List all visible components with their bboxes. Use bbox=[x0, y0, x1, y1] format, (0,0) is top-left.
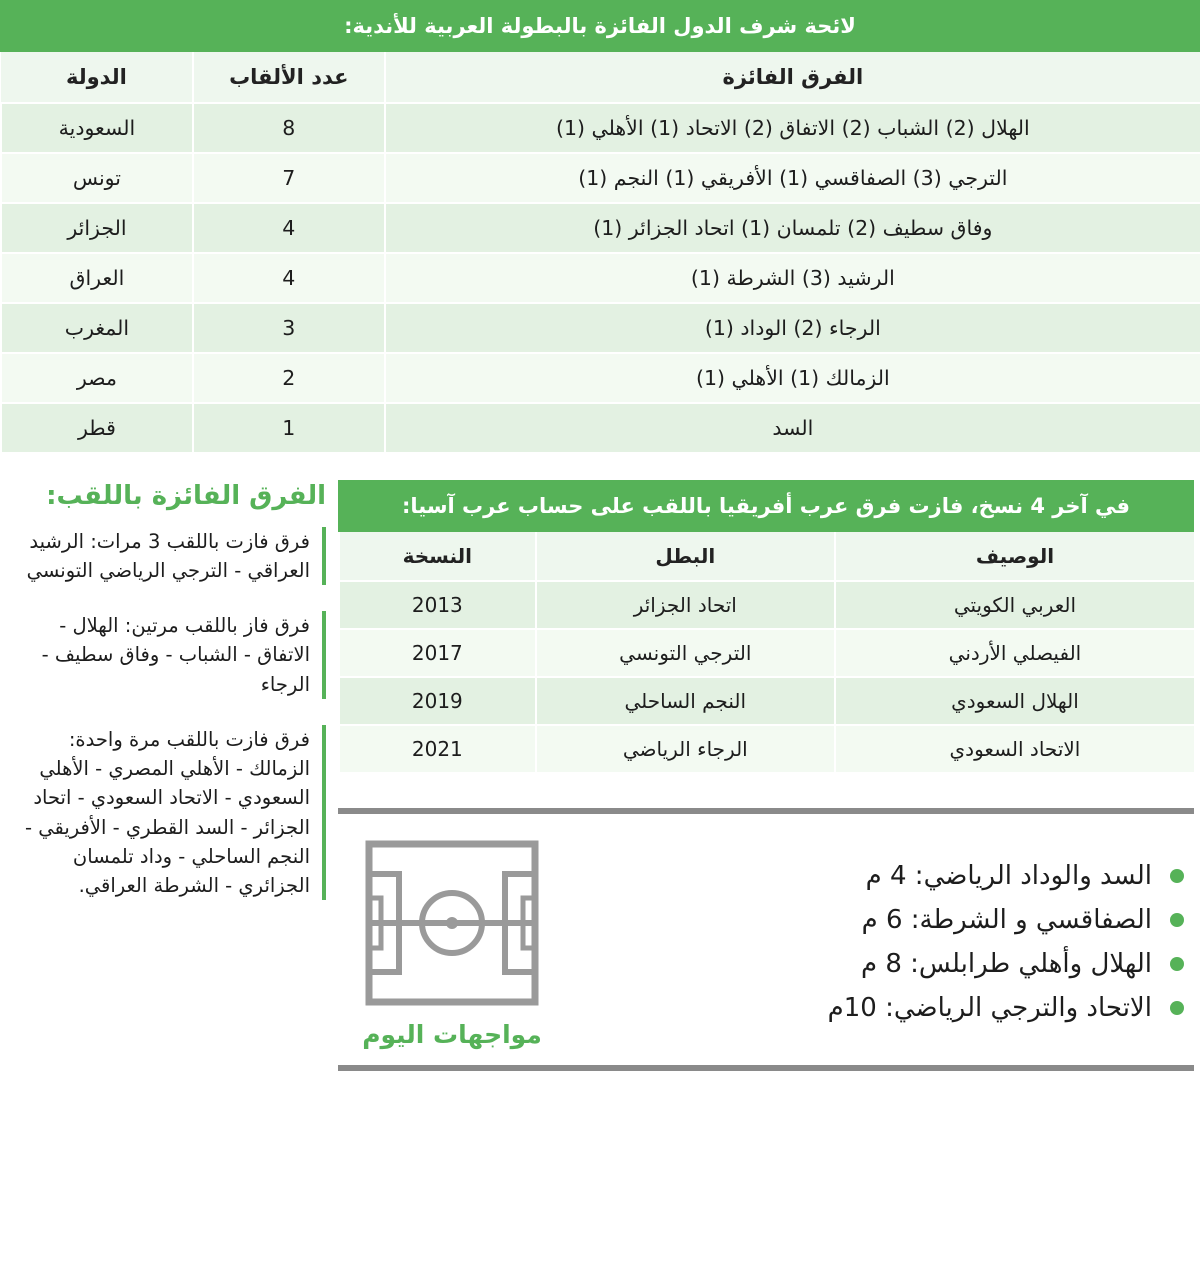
cell-runner-up: الاتحاد السعودي bbox=[835, 725, 1194, 773]
fixture-text: الاتحاد والترجي الرياضي: 10م bbox=[827, 992, 1152, 1023]
winners-group-two: فرق فاز باللقب مرتين: الهلال - الاتفاق - الشباب - وفاق سطيف - الرجاء bbox=[10, 611, 326, 699]
table-row bbox=[1, 103, 1200, 153]
fixtures-list bbox=[558, 854, 1194, 1030]
table-header-row bbox=[1, 52, 1200, 103]
cell-country: العراق bbox=[1, 253, 193, 303]
cell-count: 4 bbox=[193, 253, 385, 303]
list-item bbox=[558, 898, 1184, 942]
pitch-graphic-box bbox=[338, 834, 558, 1049]
fixture-text: الهلال وأهلي طرابلس: 8 م bbox=[860, 948, 1152, 979]
cell-count: 1 bbox=[193, 403, 385, 453]
table-header-row bbox=[339, 532, 1194, 581]
table-row bbox=[1, 403, 1200, 453]
cell-teams: وفاق سطيف (2) تلمسان (1) اتحاد الجزائر (1) bbox=[385, 203, 1200, 253]
column-header-country: الدولة bbox=[1, 52, 193, 103]
honour-table-title: لائحة شرف الدول الفائزة بالبطولة العربية للأندية: bbox=[0, 0, 1200, 52]
honour-table-section bbox=[0, 0, 1200, 454]
fixture-text: السد والوداد الرياضي: 4 م bbox=[865, 860, 1152, 891]
cell-edition: 2019 bbox=[339, 677, 536, 725]
todays-fixtures-panel bbox=[338, 808, 1194, 1071]
honour-table bbox=[0, 52, 1200, 454]
fixture-text: الصفاقسي و الشرطة: 6 م bbox=[861, 904, 1152, 935]
list-item bbox=[558, 942, 1184, 986]
cell-edition: 2017 bbox=[339, 629, 536, 677]
cell-country: مصر bbox=[1, 353, 193, 403]
cell-teams: الرشيد (3) الشرطة (1) bbox=[385, 253, 1200, 303]
table-row bbox=[339, 581, 1194, 629]
cell-count: 4 bbox=[193, 203, 385, 253]
left-column bbox=[338, 480, 1200, 1071]
list-item bbox=[558, 854, 1184, 898]
cell-runner-up: العربي الكويتي bbox=[835, 581, 1194, 629]
lower-section bbox=[0, 480, 1200, 1071]
column-header-titles-count: عدد الألقاب bbox=[193, 52, 385, 103]
winners-column bbox=[0, 480, 338, 926]
cell-country: المغرب bbox=[1, 303, 193, 353]
winners-group-one: فرق فازت باللقب مرة واحدة: الزمالك - الأهلي المصري - الأهلي السعودي - الاتحاد السعودي - اتحاد الجزائر - السد القطري - الأفريقي - النجم الساحلي - وداد تلمسان الجزائري - الشرطة العراقي. bbox=[10, 725, 326, 901]
cell-champion: اتحاد الجزائر bbox=[536, 581, 835, 629]
fixtures-label: مواجهات اليوم bbox=[362, 1020, 542, 1049]
table-row bbox=[1, 253, 1200, 303]
cell-teams: الرجاء (2) الوداد (1) bbox=[385, 303, 1200, 353]
cell-count: 8 bbox=[193, 103, 385, 153]
column-header-edition: النسخة bbox=[339, 532, 536, 581]
table-row bbox=[1, 153, 1200, 203]
cell-edition: 2021 bbox=[339, 725, 536, 773]
cell-country: السعودية bbox=[1, 103, 193, 153]
cell-country: تونس bbox=[1, 153, 193, 203]
table-row bbox=[1, 203, 1200, 253]
table-row bbox=[339, 725, 1194, 773]
cell-count: 2 bbox=[193, 353, 385, 403]
cell-teams: الترجي (3) الصفاقسي (1) الأفريقي (1) النجم (1) bbox=[385, 153, 1200, 203]
cell-champion: النجم الساحلي bbox=[536, 677, 835, 725]
cell-runner-up: الفيصلي الأردني bbox=[835, 629, 1194, 677]
column-header-champion: البطل bbox=[536, 532, 835, 581]
table-row bbox=[1, 303, 1200, 353]
football-pitch-icon bbox=[357, 834, 547, 1014]
cell-teams: الهلال (2) الشباب (2) الاتفاق (2) الاتحاد (1) الأهلي (1) bbox=[385, 103, 1200, 153]
cell-count: 7 bbox=[193, 153, 385, 203]
cell-country: الجزائر bbox=[1, 203, 193, 253]
recent-editions-title: في آخر 4 نسخ، فازت فرق عرب أفريقيا باللقب على حساب عرب آسيا: bbox=[338, 480, 1194, 532]
cell-teams: السد bbox=[385, 403, 1200, 453]
cell-edition: 2013 bbox=[339, 581, 536, 629]
table-row bbox=[1, 353, 1200, 403]
cell-count: 3 bbox=[193, 303, 385, 353]
column-header-teams: الفرق الفائزة bbox=[385, 52, 1200, 103]
recent-editions-table bbox=[338, 532, 1194, 774]
table-row bbox=[339, 629, 1194, 677]
bullet-icon bbox=[1170, 869, 1184, 883]
column-header-runner-up: الوصيف bbox=[835, 532, 1194, 581]
bullet-icon bbox=[1170, 957, 1184, 971]
cell-champion: الرجاء الرياضي bbox=[536, 725, 835, 773]
bullet-icon bbox=[1170, 913, 1184, 927]
cell-runner-up: الهلال السعودي bbox=[835, 677, 1194, 725]
list-item bbox=[558, 986, 1184, 1030]
winners-panel-title: الفرق الفائزة باللقب: bbox=[46, 481, 326, 511]
table-row bbox=[339, 677, 1194, 725]
winners-group-three: فرق فازت باللقب 3 مرات: الرشيد العراقي - الترجي الرياضي التونسي bbox=[10, 527, 326, 586]
bullet-icon bbox=[1170, 1001, 1184, 1015]
cell-teams: الزمالك (1) الأهلي (1) bbox=[385, 353, 1200, 403]
cell-country: قطر bbox=[1, 403, 193, 453]
cell-champion: الترجي التونسي bbox=[536, 629, 835, 677]
